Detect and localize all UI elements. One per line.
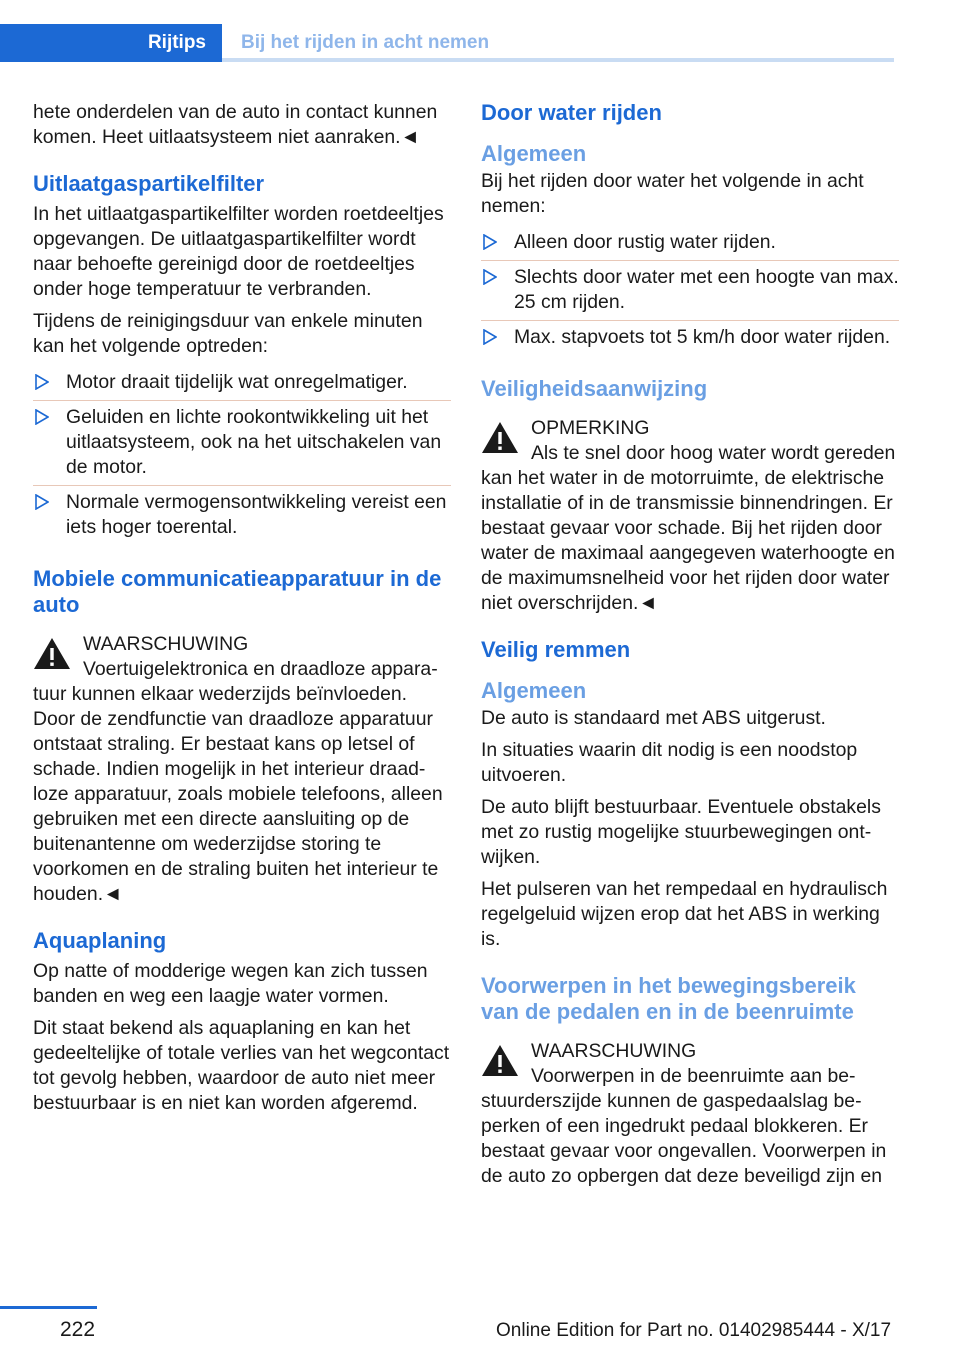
aquaplaning-paragraph-1: Op natte of modderige wegen kan zich tussen banden en weg een laagje water vormen. [33,960,428,1007]
heading-particulate-filter: Uitlaatgaspartikelfilter [33,171,265,196]
list-item-text: Slechts door water met een hoogte van max. 25 cm rijden. [514,266,899,313]
list-item [481,226,899,261]
edition-info: Online Edition for Part no. 01402985444 - X/17 [496,1320,892,1341]
heading-safe-braking: Veilig remmen [481,637,631,662]
list-item-text: Motor draait tijdelijk wat onregelmatiger. [66,371,408,393]
warning-title: WAARSCHUWING [531,1040,697,1062]
heading-water-driving: Door water rijden [481,100,662,125]
triangle-bullet-icon [35,409,49,425]
note-title: OPMERKING [531,417,650,439]
header-divider [222,58,894,62]
list-item [481,261,899,321]
heading-mobile-equipment: Mobiele communicatieapparatuur in de auto [33,566,442,617]
warning-body: Voorwerpen in de beenruimte aan bestuurderszijde kunnen de gaspedaalslag beperken of een ingedrukt pedaal blokkeren. Er bestaat gevaar voor ongevallen. Voorwerpen in de auto zo opbergen dat deze beveiligd zijn en [481,1065,887,1187]
list-item-text: Max. stapvoets tot 5 km/h door water rijden. [514,326,891,348]
subheading-water-general: Algemeen [481,141,587,166]
filter-paragraph-2: Tijdens de reinigingsduur van enkele minuten kan het volgende optreden: [33,310,423,357]
triangle-bullet-icon [483,234,497,250]
page-number: 222 [60,1318,96,1341]
filter-list [33,366,451,545]
brake-paragraph-3: De auto blijft bestuurbaar. Eventuele obstakels met zo rustig mogelijke stuurbewegingen ontwijken. [481,796,881,868]
list-item-text: Normale vermogensontwikkeling vereist een iets hoger toerental. [66,491,447,538]
left-column [33,100,451,1123]
list-item-text: Alleen door rustig water rijden. [514,231,776,253]
triangle-bullet-icon [35,374,49,390]
warning-mobile [33,632,451,907]
note-body: Als te snel door hoog water wordt gereden kan het water in de motorruimte, de elektrische installatie of in de transmissie binnendringen. Er bestaat gevaar voor schade. Bij het rijden door water de maximaal aangegeven waterhoogte en de maximumsnelheid voor het rijden door water niet overschrijden.◄ [481,442,896,614]
subheading-safety: Veiligheidsaanwijzing [481,376,708,401]
right-column [481,100,899,1196]
brake-paragraph-4: Het pulseren van het rempedaal en hydraulisch regelgeluid wijzen erop dat het ABS in werking is. [481,878,888,950]
warning-title: WAARSCHUWING [83,633,249,655]
water-list [481,226,899,355]
list-item-text: Geluiden en lichte rookontwikkeling uit het uitlaatsysteem, ook na het uitschakelen van de motor. [66,406,442,478]
list-item [33,401,451,486]
warning-triangle-icon [480,420,520,456]
subheading-brake-general: Algemeen [481,678,587,703]
note-water [481,416,899,616]
warning-pedals [481,1039,899,1189]
triangle-bullet-icon [483,329,497,345]
list-item [33,366,451,401]
intro-paragraph: hete onderdelen van de auto in contact kunnen komen. Heet uitlaatsysteem niet aanraken.◄ [33,101,438,148]
section-tab: Bij het rijden in acht nemen [241,32,490,53]
chapter-tab: Rijtips [0,24,222,62]
water-paragraph-1: Bij het rijden door water het volgende in acht nemen: [481,170,864,217]
brake-paragraph-2: In situaties waarin dit nodig is een noodstop uitvoeren. [481,739,858,786]
list-item [481,321,899,355]
warning-triangle-icon [32,636,72,672]
page-header [0,0,960,62]
subheading-pedal-objects: Voorwerpen in het bewegingsbereik van de pedalen en in de beenruimte [481,973,856,1024]
triangle-bullet-icon [483,269,497,285]
triangle-bullet-icon [35,494,49,510]
list-item [33,486,451,545]
warning-body: Voertuigelektronica en draadloze apparatuur kunnen elkaar wederzijds beïnvloeden. Door de zendfunctie van draadloze apparatuur ontstaat straling. Er bestaat kans op letsel of schade. Indien mogelijk in het interieur draadloze apparatuur, zoals mobiele telefoons, alleen gebruiken met een directe aansluiting op de buitenantenne om wederzijdse storing te voorkomen en de straling buiten het interieur te houden.◄ [33,658,443,905]
heading-aquaplaning: Aquaplaning [33,928,167,953]
brake-paragraph-1: De auto is standaard met ABS uitgerust. [481,707,826,729]
aquaplaning-paragraph-2: Dit staat bekend als aquaplaning en kan het gedeeltelijke of totale verlies van het wegcontact tot gevolg hebben, waardoor de auto niet meer bestuurbaar is en niet kan worden afgeremd. [33,1017,450,1114]
warning-triangle-icon [480,1043,520,1079]
footer-divider [0,1306,97,1309]
filter-paragraph-1: In het uitlaatgaspartikelfilter worden roetdeeltjes opgevangen. De uitlaatgaspartikelfilter wordt naar behoefte gereinigd door de roetdeeltjes onder hoge temperatuur te verbranden. [33,203,444,300]
